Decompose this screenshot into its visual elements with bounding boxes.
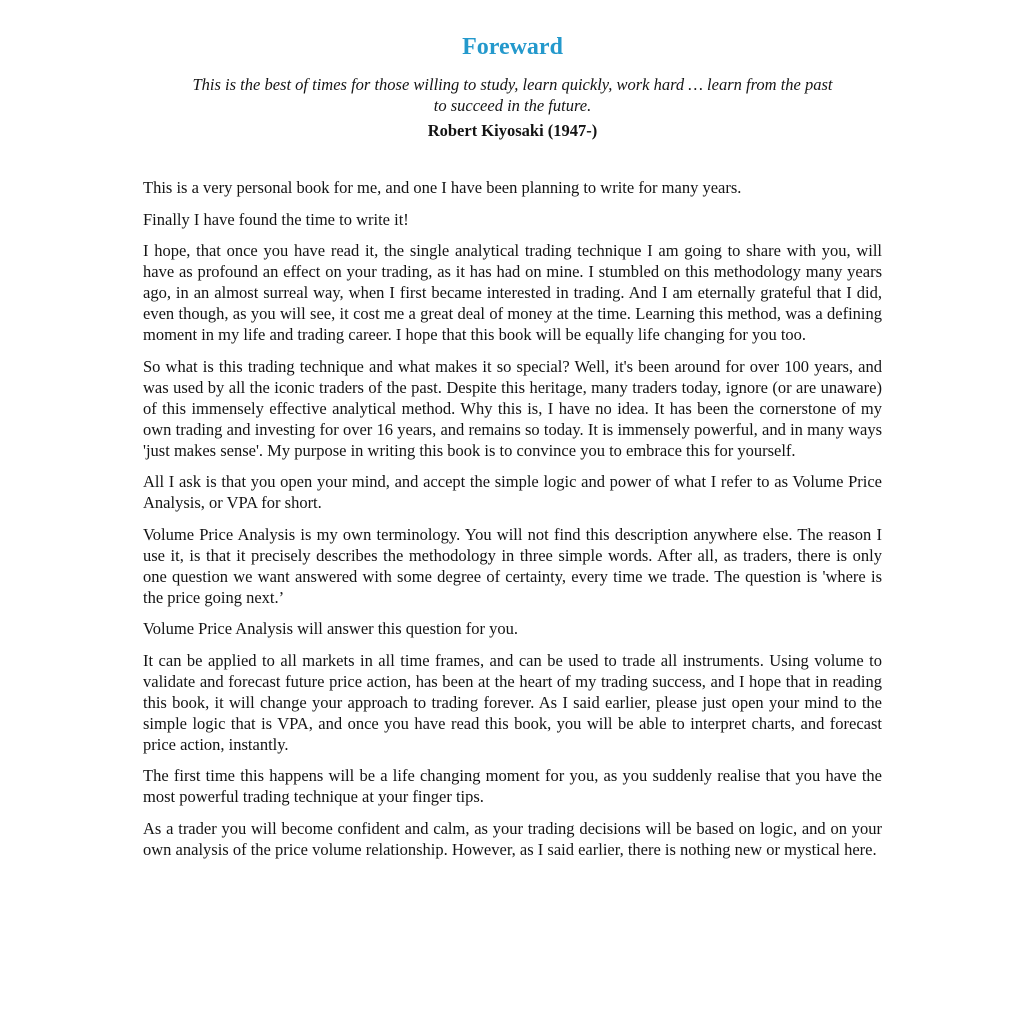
page-title: Foreward: [462, 34, 563, 60]
body-paragraph: This is a very personal book for me, and one I have been planning to write for many years.: [143, 178, 742, 197]
body-paragraph: As a trader you will become confident and calm, as your trading decisions will be based on logic, and on your own analysis of the price volume relationship. However, as I said earlier, there is nothing new or mystical here.: [143, 818, 882, 859]
body-paragraph: Volume Price Analysis will answer this question for you.: [143, 619, 519, 638]
body-paragraph: Finally I have found the time to write it!: [143, 209, 409, 229]
epigraph-line: to succeed in the future.: [433, 96, 592, 115]
body-paragraph: Volume Price Analysis is my own terminology. You will not find this description anywhere else. The reason I use it, is that it precisely describes the methodology in three simple words. After all, as traders, there is only one question we want answered with some degree of certainty, every time we trade. The question is 'where is the price going next.’: [143, 524, 882, 607]
epigraph-attribution: Robert Kiyosaki (1947-): [427, 121, 598, 140]
body-paragraph: So what is this trading technique and what makes it so special? Well, it's been around for over 100 years, and was used by all the iconic traders of the past. Despite this heritage, many traders today, ignore (or are unaware) of this immensely effective analytical method. Why this is, I have no idea. It has been the cornerstone of my own trading and investing for over 16 years, and remains so today. It is immensely powerful, and in many ways 'just makes sense'. My purpose in writing this book is to convince you to embrace this for yourself.: [143, 356, 882, 460]
body-paragraph: It can be applied to all markets in all time frames, and can be used to trade all instruments. Using volume to validate and forecast future price action, has been at the heart of my trading success, and I hope that in reading this book, it will change your approach to trading forever. As I said earlier, please just open your mind to the simple logic that is VPA, and once you have read this book, you will be able to interpret charts, and forecast price action, instantly.: [143, 650, 882, 754]
body-paragraph: All I ask is that you open your mind, and accept the simple logic and power of what I refer to as Volume Price Analysis, or VPA for short.: [143, 472, 882, 512]
body-paragraph: The first time this happens will be a life changing moment for you, as you suddenly realise that you have the most powerful trading technique at your finger tips.: [143, 766, 882, 806]
epigraph-quote: [143, 74, 882, 116]
body-paragraph: I hope, that once you have read it, the single analytical trading technique I am going to share with you, will have as profound an effect on your trading, as it has had on mine. I stumbled on this methodology many years ago, in an almost surreal way, when I first became interested in trading. And I am eternally grateful that I did, even though, as you will see, it cost me a great deal of money at the time. Learning this method, was a defining moment in my life and trading career. I hope that this book will be equally life changing for you too.: [143, 241, 882, 344]
body-text: [143, 177, 882, 860]
epigraph-line: This is the best of times for those willing to study, learn quickly, work hard … learn from the past: [192, 75, 833, 94]
